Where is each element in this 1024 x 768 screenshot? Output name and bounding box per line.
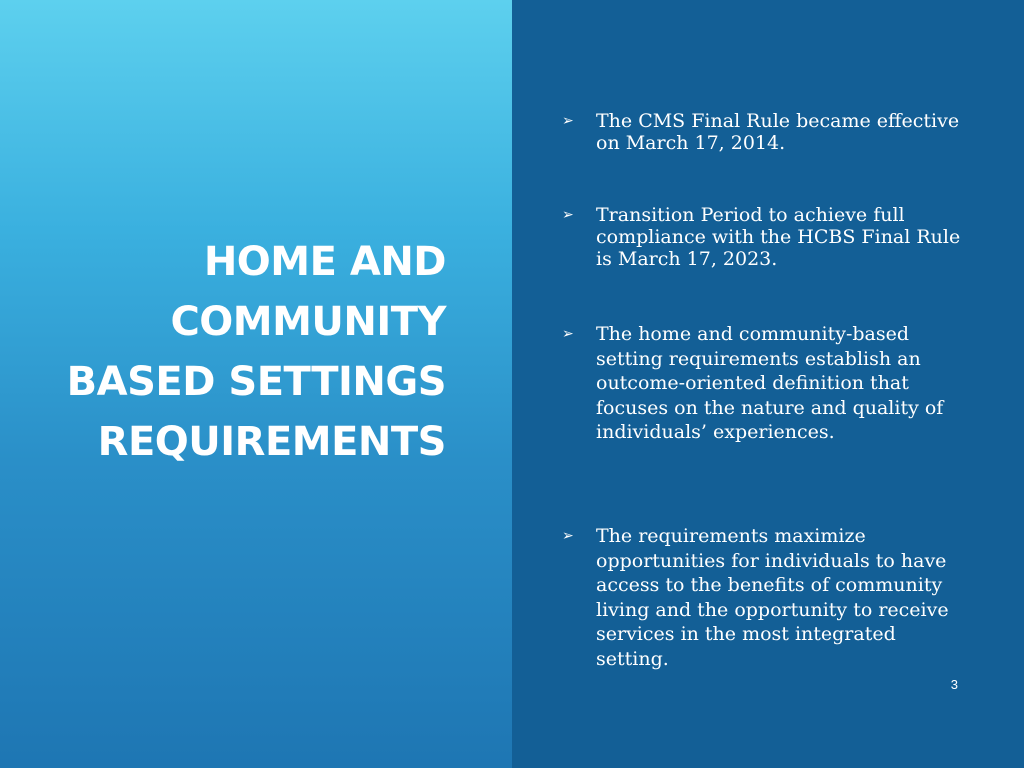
title-line: HOME AND — [203, 239, 446, 285]
arrow-bullet-icon: ➢ — [562, 113, 574, 129]
bullet-item — [562, 204, 962, 270]
bullet-item — [562, 524, 962, 671]
bullet-item — [562, 110, 962, 154]
title-line: COMMUNITY — [170, 299, 446, 345]
arrow-bullet-icon: ➢ — [562, 207, 574, 223]
bullet-text: The home and community-based setting requirements establish an outcome-oriented definition that focuses on the nature and quality of individuals’ experiences. — [596, 323, 944, 443]
arrow-bullet-icon: ➢ — [562, 326, 574, 342]
title-line: REQUIREMENTS — [97, 419, 446, 465]
bullet-text: The CMS Final Rule became effective on March 17, 2014. — [596, 110, 960, 154]
bullet-text: Transition Period to achieve full compliance with the HCBS Final Rule is March 17, 2023. — [596, 204, 961, 270]
arrow-bullet-icon: ➢ — [562, 528, 574, 544]
bullet-text: The requirements maximize opportunities for individuals to have access to the benefits of community living and the opportunity to receive services in the most integrated setting. — [596, 525, 949, 670]
title-line: BASED SETTINGS — [66, 359, 446, 405]
slide-title — [26, 232, 446, 472]
page-number: 3 — [950, 677, 958, 692]
bullet-item — [562, 322, 962, 445]
